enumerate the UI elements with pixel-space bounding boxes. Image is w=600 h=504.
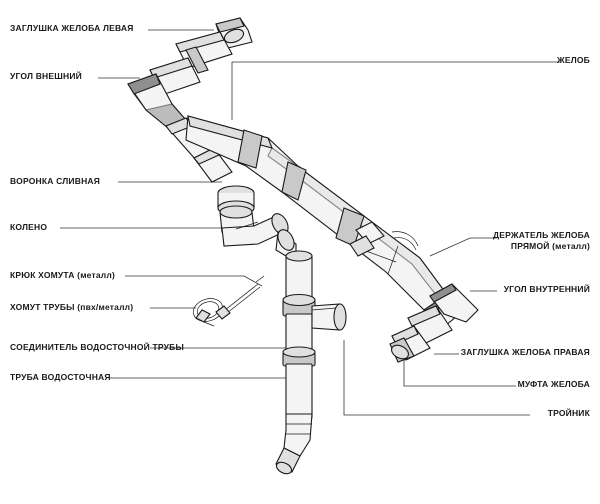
- label-text: ТРУБА ВОДОСТОЧНАЯ: [10, 372, 111, 382]
- label-elbow: [10, 222, 47, 233]
- label-text: ЗАГЛУШКА ЖЕЛОБА ЛЕВАЯ: [10, 23, 134, 33]
- downpipe-part: [275, 251, 346, 476]
- label-clamp-hook: [10, 270, 115, 281]
- label-text: ХОМУТ ТРУБЫ (пвх/металл): [10, 302, 134, 312]
- label-text: ВОРОНКА СЛИВНАЯ: [10, 176, 101, 186]
- label-text: ЖЕЛОБ: [556, 55, 590, 65]
- label-gutter-end-cap-left: [10, 23, 134, 34]
- label-downpipe-connector: [10, 342, 184, 353]
- label-gutter: [557, 55, 590, 66]
- label-downpipe: [10, 372, 111, 383]
- label-text: КОЛЕНО: [10, 222, 48, 232]
- label-tee-branch: [548, 408, 590, 419]
- label-inner-corner: [504, 284, 590, 295]
- label-gutter-coupling: [518, 379, 590, 390]
- label-outer-corner: [10, 71, 82, 82]
- label-text: СОЕДИНИТЕЛЬ ВОДОСТОЧНОЙ ТРУБЫ: [10, 342, 184, 352]
- label-gutter-bracket: [493, 230, 590, 252]
- label-text: МУФТА ЖЕЛОБА: [517, 379, 590, 389]
- label-text: ДЕРЖАТЕЛЬ ЖЕЛОБА: [492, 230, 590, 240]
- label-gutter-end-cap-right: [461, 347, 590, 358]
- label-text: ТРОЙНИК: [547, 408, 590, 418]
- label-text: ЗАГЛУШКА ЖЕЛОБА ПРАВАЯ: [460, 347, 590, 357]
- label-text: КРЮК ХОМУТА (металл): [10, 270, 116, 280]
- elbow-part: [220, 206, 297, 262]
- label-text: УГОЛ ВНУТРЕННИЙ: [503, 284, 590, 294]
- label-subtext: ПРЯМОЙ (металл): [510, 241, 590, 251]
- clamp-hook-part: [216, 276, 264, 319]
- label-drain-funnel: [10, 176, 100, 187]
- label-text: УГОЛ ВНЕШНИЙ: [10, 71, 82, 81]
- label-pipe-clamp: [10, 302, 133, 313]
